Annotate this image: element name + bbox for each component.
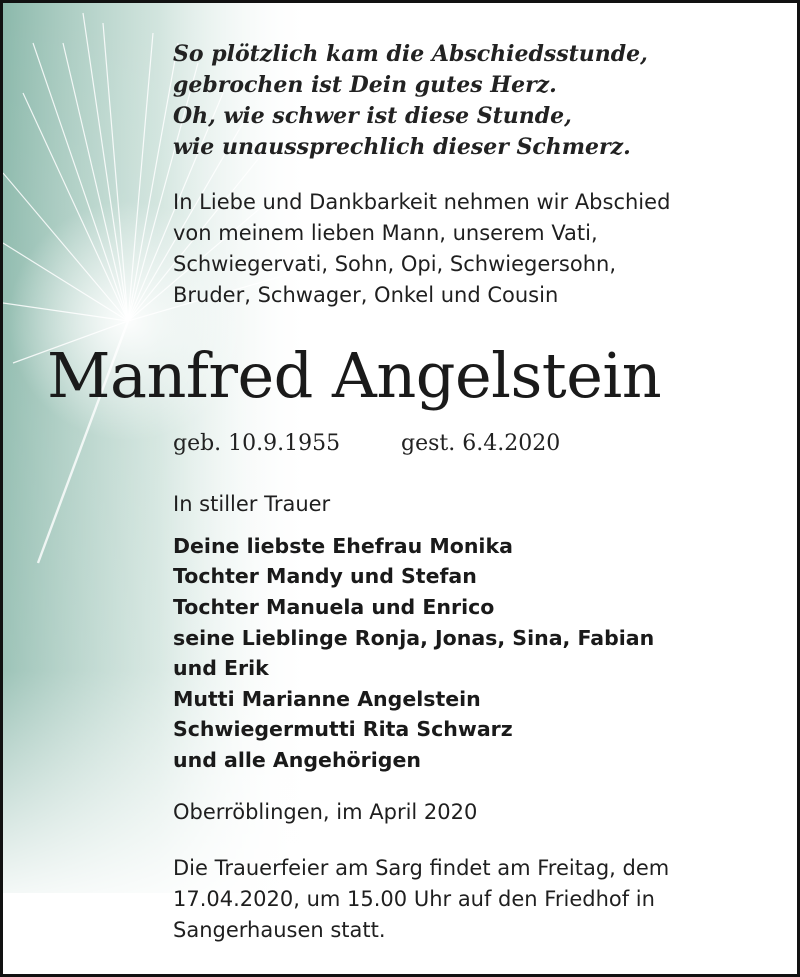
- mourner-line-2: Tochter Mandy und Stefan: [173, 564, 477, 588]
- birth-date: geb. 10.9.1955: [173, 431, 341, 456]
- mourner-line-7: Schwiegermutti Rita Schwarz: [173, 717, 513, 741]
- funeral-line-3: Sangerhausen statt.: [173, 918, 386, 942]
- intro-line-3: Schwiegervati, Sohn, Opi, Schwiegersohn,: [173, 252, 616, 276]
- place-date: Oberröblingen, im April 2020: [173, 800, 478, 824]
- poem-line-1: So plötzlich kam die Abschiedsstunde,: [173, 41, 648, 67]
- death-date: gest. 6.4.2020: [401, 431, 561, 456]
- mourner-line-6: Mutti Marianne Angelstein: [173, 687, 481, 711]
- mourner-line-3: Tochter Manuela und Enrico: [173, 595, 495, 619]
- notice-content: [3, 3, 797, 974]
- mourner-line-5: und Erik: [173, 656, 269, 680]
- poem-line-2: gebrochen ist Dein gutes Herz.: [173, 72, 557, 98]
- mourner-line-8: und alle Angehörigen: [173, 748, 421, 772]
- mourner-line-4: seine Lieblinge Ronja, Jonas, Sina, Fabian: [173, 626, 655, 650]
- funeral-line-2: 17.04.2020, um 15.00 Uhr auf den Friedhof in: [173, 887, 655, 911]
- mourner-line-1: Deine liebste Ehefrau Monika: [173, 534, 513, 558]
- intro-line-1: In Liebe und Dankbarkeit nehmen wir Abschied: [173, 190, 671, 214]
- poem-line-3: Oh, wie schwer ist diese Stunde,: [173, 103, 572, 129]
- intro-line-4: Bruder, Schwager, Onkel und Cousin: [173, 283, 559, 307]
- deceased-name: Manfred Angelstein: [47, 339, 662, 412]
- poem-line-4: wie unaussprechlich dieser Schmerz.: [173, 134, 631, 160]
- mourning-heading: In stiller Trauer: [173, 492, 331, 516]
- funeral-line-1: Die Trauerfeier am Sarg findet am Freitag, dem: [173, 856, 670, 880]
- intro-line-2: von meinem lieben Mann, unserem Vati,: [173, 221, 598, 245]
